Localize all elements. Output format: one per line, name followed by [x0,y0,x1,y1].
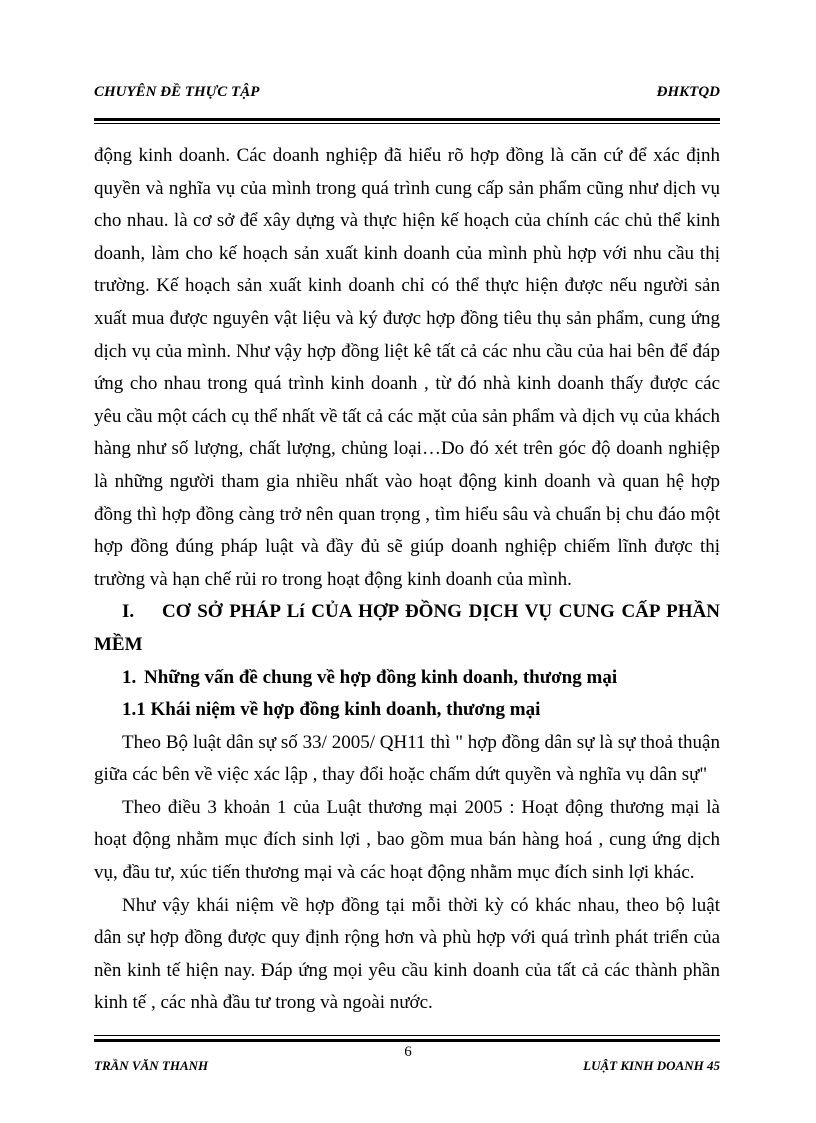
paragraph-intro-continued: động kinh doanh. Các doanh nghiệp đã hiểu rõ hợp đồng là căn cứ để xác định quyền và nghĩa vụ của mình trong quá trình cung cấp sản phẩm cũng như dịch vụ cho nhau. là cơ sở để xây dựng và thực hiện kế hoạch của chính các chủ thể kinh doanh, làm cho kế hoạch sản xuất kinh doanh của mình phù hợp với nhu cầu thị trường. Kế hoạch sản xuất kinh doanh chỉ có thể thực hiện được nếu người sản xuất mua được nguyên vật liệu và ký được hợp đồng tiêu thụ sản phẩm, cung ứng dịch vụ của mình. Như vậy hợp đồng liệt kê tất cả các nhu cầu của hai bên để đáp ứng cho nhau trong quá trình kinh doanh , từ đó nhà kinh doanh thấy được các yêu cầu một cách cụ thể nhất về tất cả các mặt của sản phẩm và dịch vụ của khách hàng như số lượng, chất lượng, chủng loại…Do đó xét trên góc độ doanh nghiệp là những người tham gia nhiều nhất vào hoạt động kinh doanh và quan hệ hợp đồng thì hợp đồng càng trở nên quan trọng , tìm hiểu sâu và chuẩn bị chu đáo một hợp đồng đúng pháp luật và đầy đủ sẽ giúp doanh nghiệp chiếm lĩnh được thị trường và hạn chế rủi ro trong hoạt động kinh doanh của mình. [94,145,720,590]
header-rule-thin [94,123,720,124]
page-body [94,140,720,1020]
subsection-heading [94,662,720,695]
footer-course: LUẬT KINH DOANH 45 [583,1058,720,1073]
paragraph-commercial-law: Theo điều 3 khoản 1 của Luật thương mại 2005 : Hoạt động thương mại là hoạt động nhằm mục đích sinh lợi , bao gồm mua bán hàng hoá , cung ứng dịch vụ, đầu tư, xúc tiến thương mại và các hoạt động nhằm mục đích sinh lợi khác. [94,796,720,884]
footer-rule-thick [94,1039,720,1042]
paragraph-conclusion: Như vậy khái niệm về hợp đồng tại mỗi thời kỳ có khác nhau, theo bộ luật dân sự hợp đồng được quy định rộng hơn và phù hợp với quá trình phát triển của nền kinh tế hiện nay. Đáp ứng mọi yêu cầu kinh doanh của tất cả các thành phần kinh tế , các nhà đầu tư trong và ngoài nước. [94,894,720,1014]
subsubsection-heading: 1.1 Khái niệm về hợp đồng kinh doanh, thương mại [122,699,541,721]
page-footer [94,1058,720,1080]
footer-author: TRẦN VĂN THANH [94,1058,209,1073]
subsection-number: 1. [122,666,137,688]
header-report-title: CHUYÊN ĐỀ THỰC TẬP [94,84,260,100]
section-title: CƠ SỞ PHÁP Lí CỦA HỢP ĐỒNG DỊCH VỤ CUNG CẤP PHẦN MỀM [94,601,720,655]
page-number: 6 [404,1044,412,1060]
section-heading [94,596,720,661]
section-number: I. [122,601,135,623]
footer-rule-thin [94,1035,720,1036]
header-rule-thick [94,118,720,121]
paragraph-civil-code: Theo Bộ luật dân sự số 33/ 2005/ QH11 thì " hợp đồng dân sự là sự thoả thuận giữa các bên về việc xác lập , thay đổi hoặc chấm dứt quyền và nghĩa vụ dân sự" [94,731,720,786]
subsection-title: Những vấn đề chung về hợp đồng kinh doanh, thương mại [144,666,618,688]
page-header [94,84,720,114]
header-institution: ĐHKTQD [656,84,720,100]
